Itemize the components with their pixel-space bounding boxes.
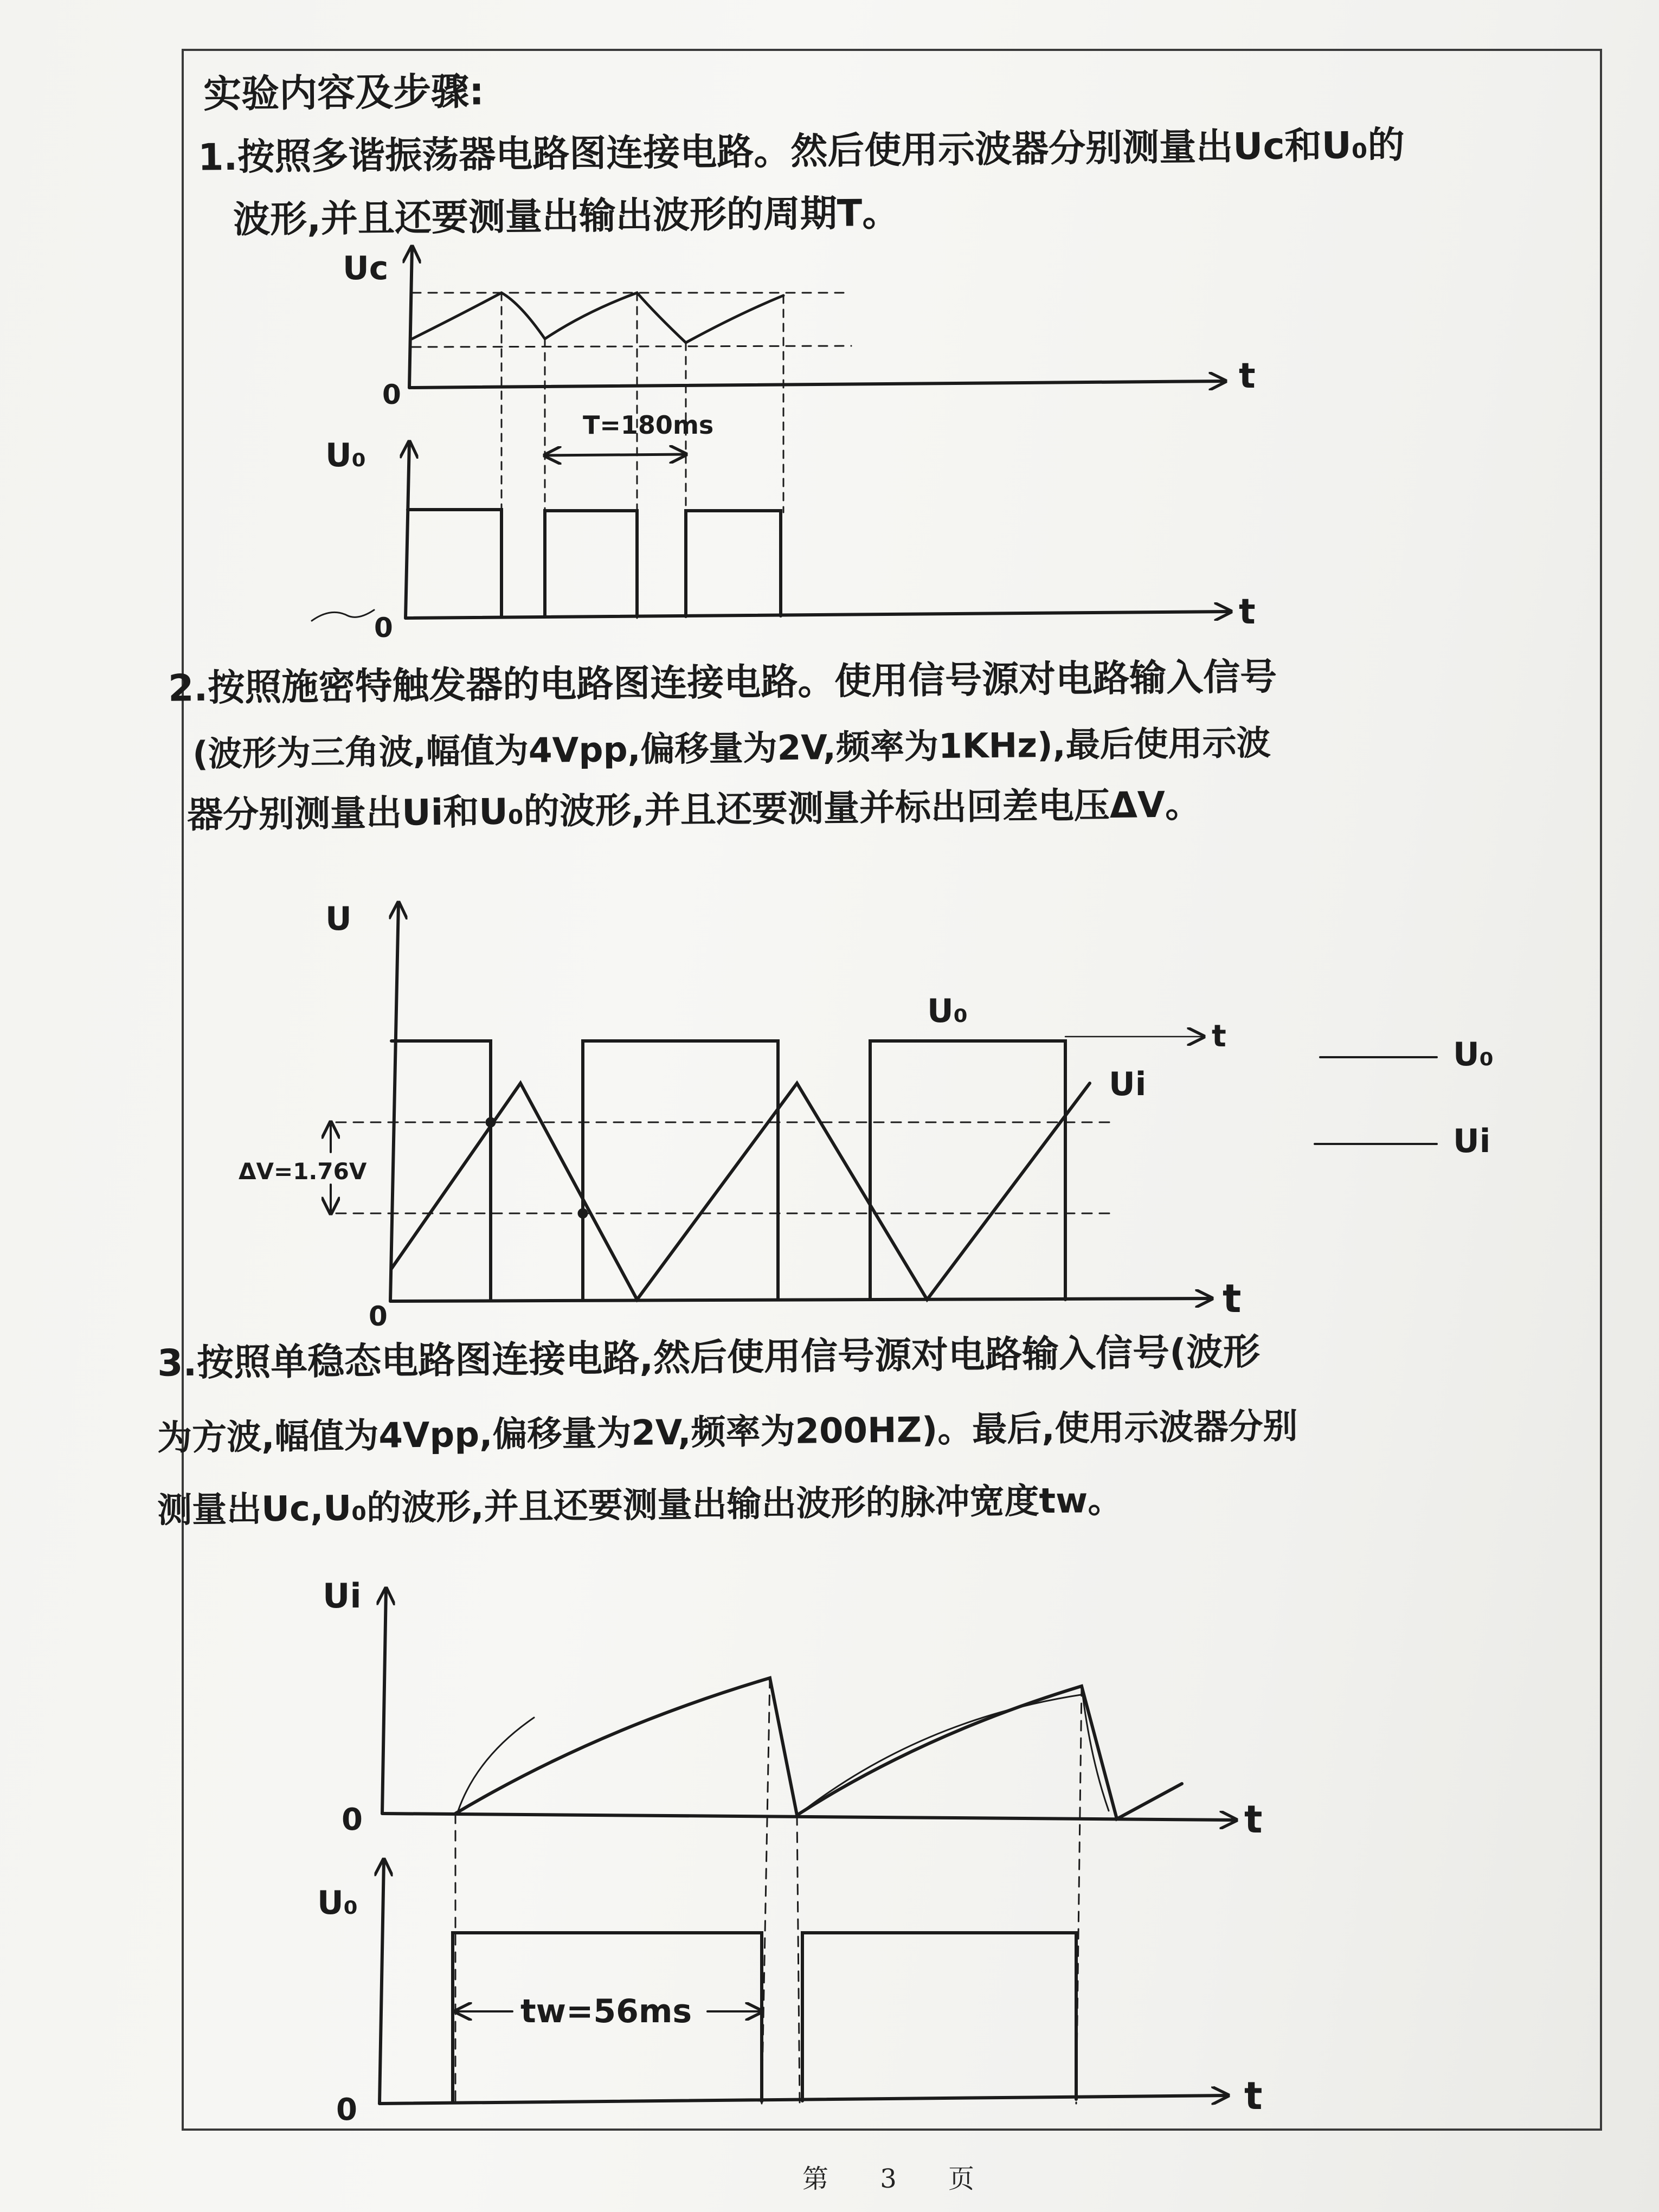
fig1-period-label: T=180ms [583,410,714,440]
fig2-y-axis [390,903,398,1301]
page-number: 第 3 页 [802,2164,996,2194]
fig3-ui-sketch [458,1718,534,1811]
fig2-legend-uo-label: U₀ [1453,1036,1494,1073]
fig1-period-arrow [545,454,686,455]
step2-line1: 2.按照施密特触发器的电路图连接电路。使用信号源对电路输入信号 [168,655,1277,710]
step1-line2: 波形,并且还要测量出输出波形的周期T。 [233,191,899,242]
step2-line3: 器分别测量出Ui和U₀的波形,并且还要测量并标出回差电压ΔV。 [187,783,1201,836]
fig3-ui-y-axis [382,1589,386,1814]
fig1-uc-y-axis [409,247,412,388]
fig1-uc-t-axis [409,381,1225,388]
fig2-schmitt-trigger [331,903,1437,1301]
fig2-delta-v-label: ΔV=1.76V [239,1158,367,1185]
fig2-ui-inline-label: Ui [1109,1065,1147,1103]
step3-line3: 测量出Uc,U₀的波形,并且还要测量出输出波形的脉冲宽度tw。 [157,1480,1123,1531]
fig1-multivibrator [312,247,1231,621]
fig3-ui-waveform [455,1678,1182,1819]
fig3-tw-label: tw=56ms [520,1992,692,2030]
fig3-ui-origin: 0 [342,1802,363,1837]
fig2-legend-ui-label: Ui [1453,1122,1491,1160]
fig2-origin: 0 [369,1301,388,1332]
fig1-scribble [312,610,374,621]
fig1-uo-label: U₀ [325,436,366,474]
fig3-uo-y-axis [380,1860,384,2104]
fig2-t-axis [390,1298,1212,1301]
fig2-lower-switch-point [578,1208,588,1218]
fig1-uc-label: Uc [343,249,389,287]
step3-line2: 为方波,幅值为4Vpp,偏移量为2V,频率为200HZ)。最后,使用示波器分别 [157,1406,1298,1459]
fig1-uo-y-axis [406,442,409,618]
fig1-lower-threshold [412,346,851,347]
fig1-uo-origin: 0 [374,612,393,644]
fig1-uo-waveform [408,510,781,617]
fig1-uo-t-label: t [1239,592,1256,632]
fig3-ui-sketch [800,1694,1084,1814]
step1-line1: 1.按照多谐振荡器电路图连接电路。然后使用示波器分别测量出Uc和U₀的 [197,124,1405,179]
fig3-uo-origin: 0 [336,2092,357,2127]
fig2-t-label-upper: t [1212,1019,1226,1054]
fig2-upper-switch-point [486,1117,496,1127]
fig3-ui-label: Ui [323,1576,362,1616]
fig3-guide [797,1815,800,2104]
step2-line2: (波形为三角波,幅值为4Vpp,偏移量为2V,频率为1KHz),最后使用示波 [192,723,1271,774]
fig3-ui-t-axis [382,1814,1236,1820]
fig2-ui-waveform [391,1083,1090,1300]
fig1-uc-origin: 0 [382,379,401,410]
fig3-uo-t-label: t [1244,2074,1263,2118]
section-heading: 实验内容及步骤: [203,69,485,117]
fig2-t-label: t [1223,1276,1242,1321]
fig2-y-label: U [325,900,352,938]
fig1-uo-t-axis [406,612,1231,618]
fig1-uc-waveform [412,293,783,343]
fig3-uo-label: U₀ [317,1884,358,1922]
fig2-uo-inline-label: U₀ [927,992,968,1030]
fig1-uc-t-label: t [1239,356,1256,396]
step3-line1: 3.按照单稳态电路图连接电路,然后使用信号源对电路输入信号(波形 [157,1330,1261,1385]
fig2-uo-waveform [391,1041,1065,1300]
fig3-ui-t-label: t [1244,1797,1263,1842]
fig3-monostable [380,1589,1236,2104]
